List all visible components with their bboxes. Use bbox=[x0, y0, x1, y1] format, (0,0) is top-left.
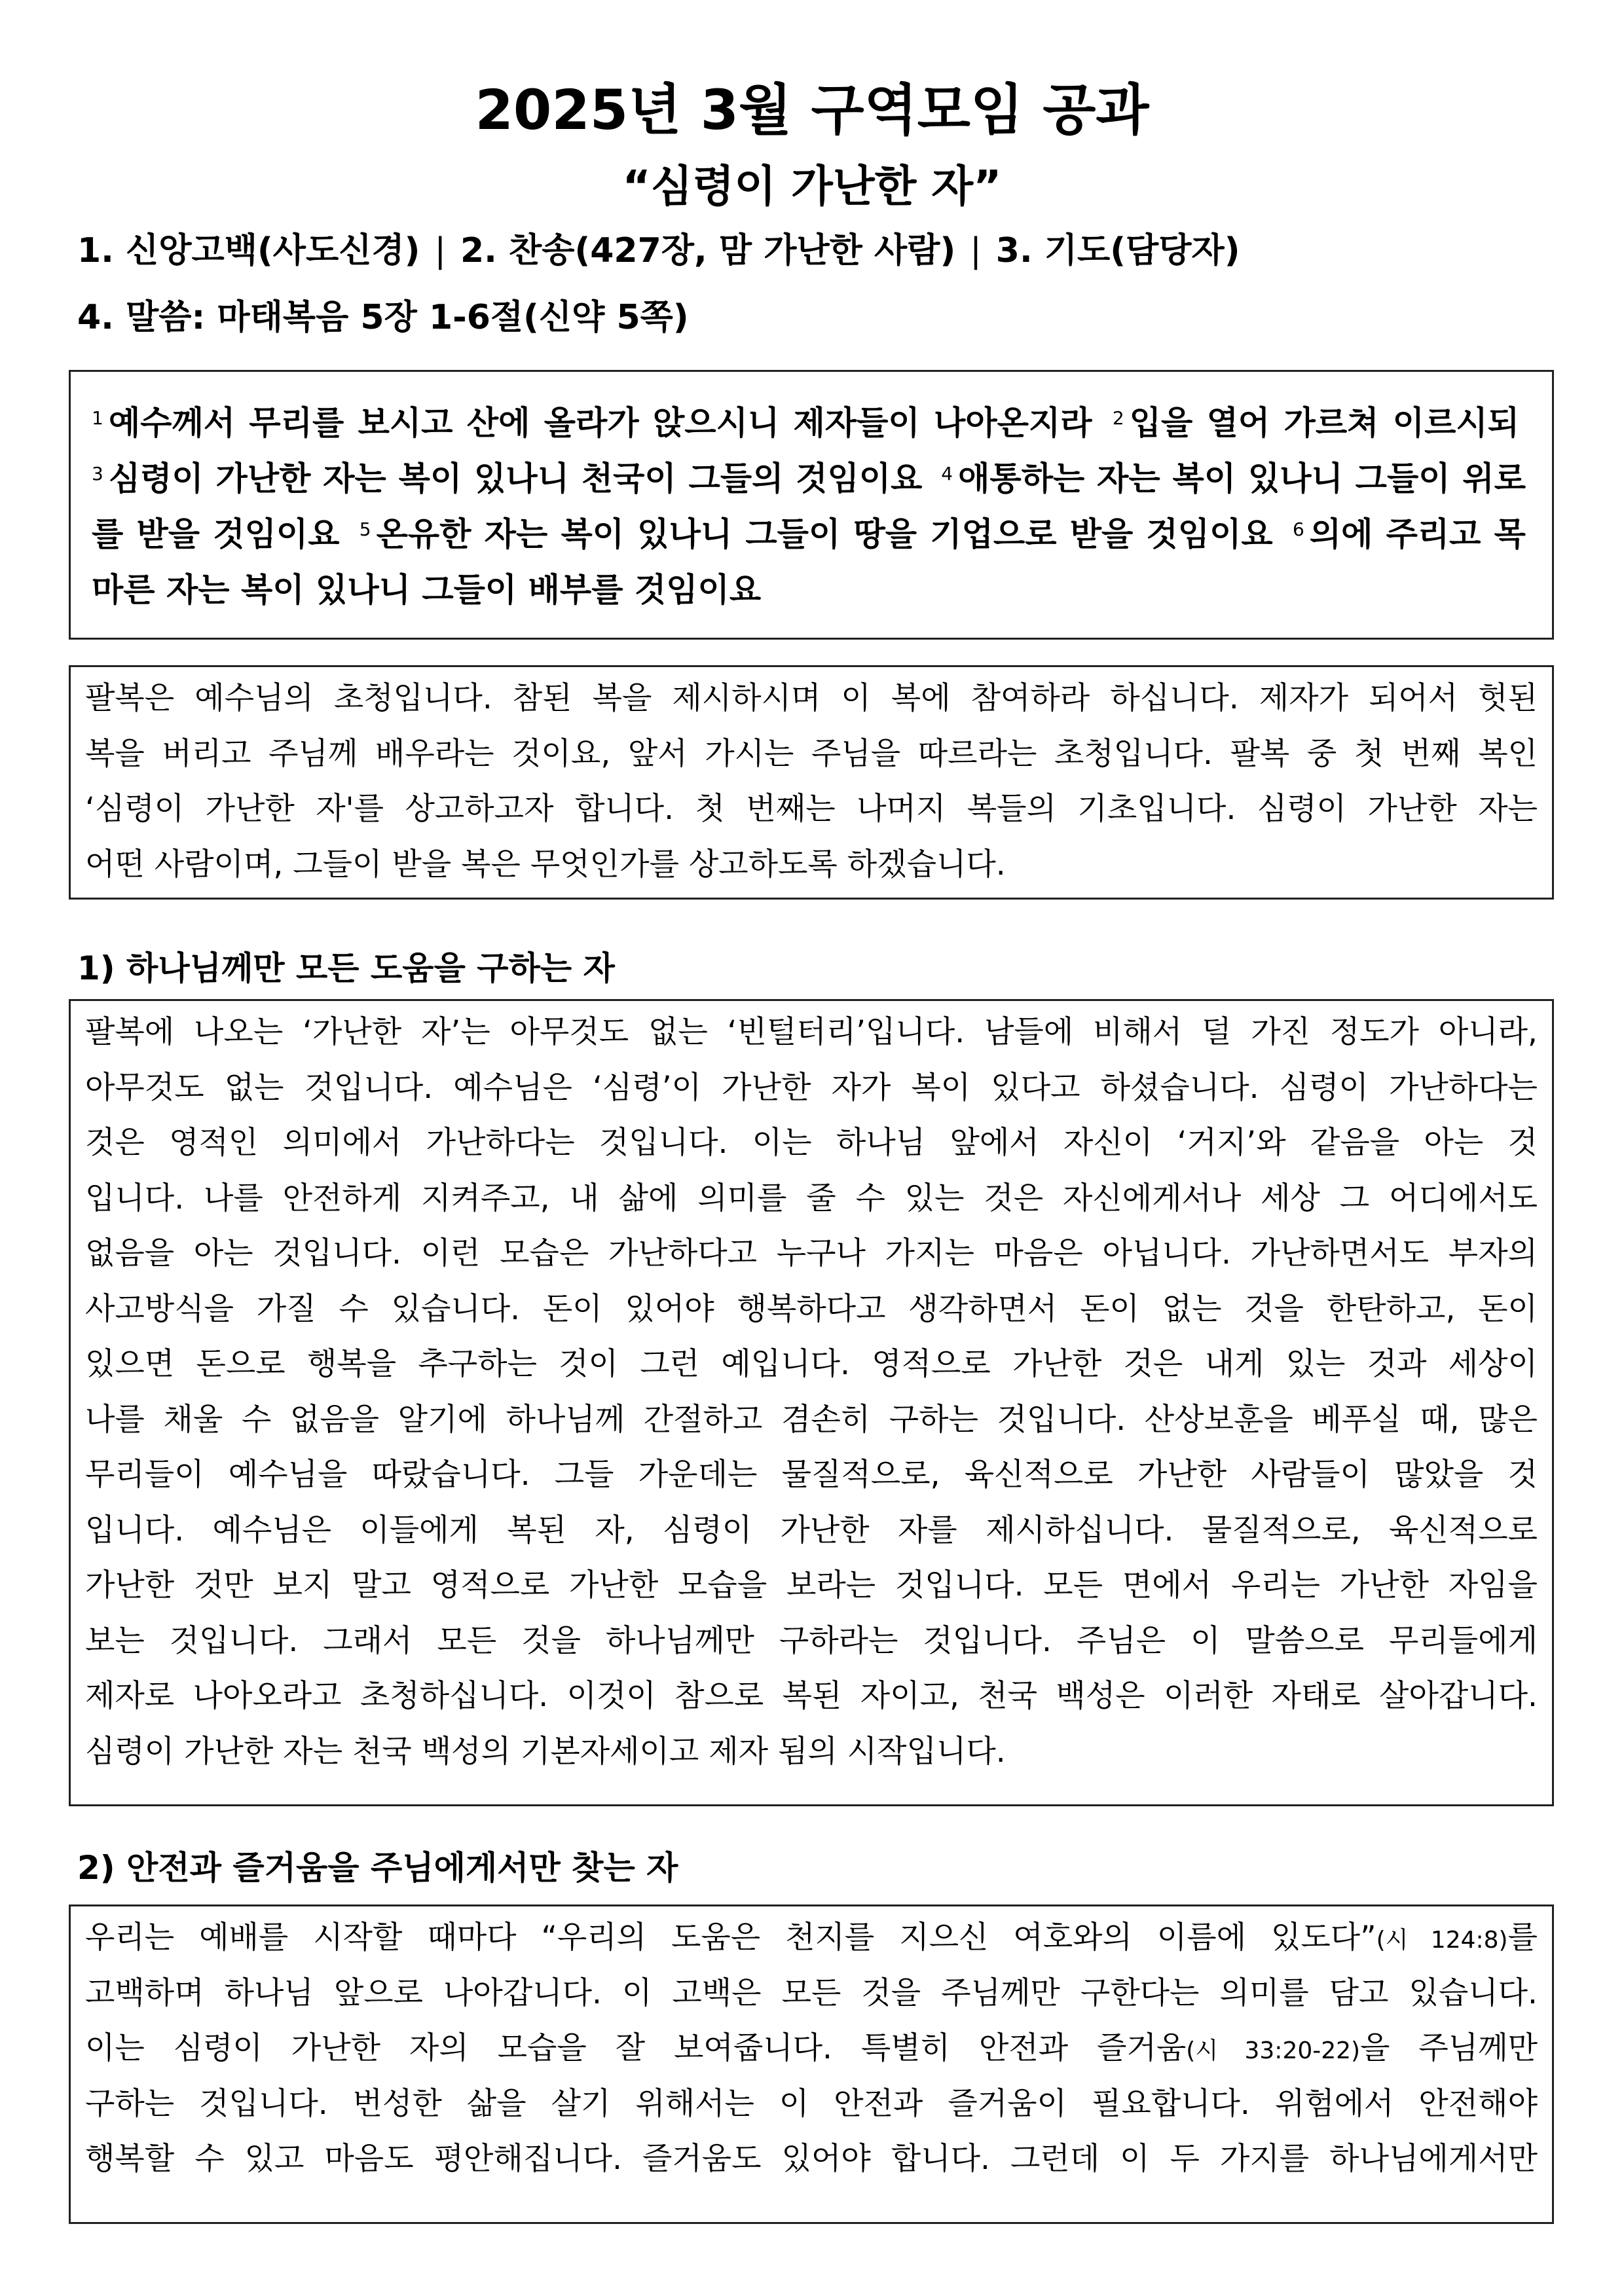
line-text: 복을 버리고 주님께 배우라는 것이요, 앞서 가시는 주님을 따르라는 초청입니다. 팔복 중 첫 번째 복인 bbox=[85, 735, 1538, 772]
line-text: 나를 채울 수 없음을 알기에 하나님께 간절하고 겸손히 구하는 것입니다. 산상보훈을 베푸실 때, 많은 bbox=[85, 1401, 1538, 1438]
page-title: 2025년 3월 구역모임 공과 bbox=[475, 78, 1149, 142]
line-text: 심령이 가난한 자는 천국 백성의 기본자세이고 제자 됨의 시작입니다. bbox=[85, 1733, 1006, 1770]
separator: | bbox=[970, 231, 982, 270]
line-text: 팔복은 예수님의 초청입니다. 참된 복을 제시하시며 이 복에 참여하라 하십니다. 제자가 되어서 헛된 bbox=[85, 680, 1538, 716]
paragraph-line bbox=[85, 1171, 1538, 1227]
line-text: 입니다. 예수님은 이들에게 복된 자, 심령이 가난한 자를 제시하십니다. 물질적으로, 육신적으로 bbox=[85, 1512, 1538, 1548]
line-text: 이는 심령이 가난한 자의 모습을 잘 보여줍니다. 특별히 안전과 즐거움 bbox=[85, 2030, 1187, 2066]
section-1-paragraph-box bbox=[69, 999, 1554, 1806]
paragraph-line bbox=[85, 1337, 1538, 1393]
paragraph-line bbox=[85, 1724, 1538, 1780]
section-1-heading: 1) 하나님께만 모든 도움을 구하는 자 bbox=[77, 949, 615, 987]
section-2-paragraph-box bbox=[69, 1904, 1554, 2224]
paragraph-line bbox=[85, 1614, 1538, 1669]
line-text: 있으면 돈으로 행복을 추구하는 것이 그런 예입니다. 영적으로 가난한 것은 내게 있는 것과 세상이 bbox=[85, 1346, 1538, 1382]
verse bbox=[92, 404, 1092, 442]
line-text: 구하는 것입니다. 번성한 삶을 살기 위해서는 이 안전과 즐거움이 필요합니다. 위험에서 안전해야 bbox=[85, 2085, 1538, 2122]
paragraph-line bbox=[85, 782, 1538, 837]
verse-number: 5 bbox=[359, 519, 371, 540]
scripture-reference: 4. 말씀: 마태복음 5장 1-6절(신약 5쪽) bbox=[77, 298, 689, 337]
bible-citation: (시 33:20-22) bbox=[1186, 2037, 1361, 2064]
line-text: 입니다. 나를 안전하게 지켜주고, 내 삶에 의미를 줄 수 있는 것은 자신에게서나 세상 그 어디에서도 bbox=[85, 1180, 1538, 1216]
paragraph-line bbox=[85, 837, 1538, 893]
paragraph-line bbox=[85, 671, 1538, 727]
line-text: 를 bbox=[1507, 1920, 1538, 1956]
worship-order bbox=[77, 229, 1240, 272]
order-item-creed: 1. 신앙고백(사도신경) bbox=[77, 231, 420, 270]
paragraph-line bbox=[85, 727, 1538, 782]
line-text: 것은 영적인 의미에서 가난하다는 것입니다. 이는 하나님 앞에서 자신이 ‘거지’와 같음을 아는 것 bbox=[85, 1125, 1538, 1161]
paragraph-line bbox=[85, 2021, 1538, 2077]
order-item-hymn: 2. 찬송(427장, 맘 가난한 사람) bbox=[460, 231, 956, 270]
verse-text: 애통하는 자는 복이 있나니 그들이 위로를 받을 것임이요 bbox=[92, 460, 1526, 553]
verse-text: 입을 열어 가르쳐 이르시되 bbox=[1129, 404, 1519, 442]
verse bbox=[92, 460, 922, 498]
paragraph-line bbox=[85, 1910, 1538, 1966]
verse-text: 의에 주리고 목마른 자는 복이 있나니 그들이 배부를 것임이요 bbox=[92, 515, 1526, 609]
paragraph-line bbox=[85, 1966, 1538, 2022]
line-text: 우리는 예배를 시작할 때마다 “우리의 도움은 천지를 지으신 여호와의 이름에 있도다” bbox=[85, 1920, 1376, 1956]
line-text: 보는 것입니다. 그래서 모든 것을 하나님께만 구하라는 것입니다. 주님은 이 말씀으로 무리들에게 bbox=[85, 1622, 1538, 1659]
line-text: 사고방식을 가질 수 있습니다. 돈이 있어야 행복하다고 생각하면서 돈이 없는 것을 한탄하고, 돈이 bbox=[85, 1290, 1538, 1327]
line-text: 없음을 아는 것입니다. 이런 모습은 가난하다고 누구나 가지는 마음은 아닙니다. 가난하면서도 부자의 bbox=[85, 1235, 1538, 1271]
paragraph-line bbox=[85, 1448, 1538, 1503]
line-text: 행복할 수 있고 마음도 평안해집니다. 즐거움도 있어야 합니다. 그런데 이 두 가지를 하나님에게서만 bbox=[85, 2141, 1538, 2177]
paragraph-line bbox=[85, 1061, 1538, 1116]
verse-text: 심령이 가난한 자는 복이 있나니 천국이 그들의 것임이요 bbox=[108, 460, 923, 498]
verse-number: 3 bbox=[92, 463, 103, 484]
line-text: 팔복에 나오는 ‘가난한 자’는 아무것도 없는 ‘빈털터리’입니다. 남들에 비해서 덜 가진 정도가 아니라, bbox=[85, 1014, 1538, 1050]
bible-citation: (시 124:8) bbox=[1376, 1927, 1508, 1954]
paragraph-line bbox=[85, 1116, 1538, 1171]
intro-paragraph-box bbox=[69, 665, 1554, 900]
paragraph-line bbox=[85, 1393, 1538, 1448]
separator: | bbox=[434, 231, 446, 270]
paragraph-line bbox=[85, 1669, 1538, 1724]
verse-number: 4 bbox=[941, 463, 953, 484]
verse-number: 6 bbox=[1292, 519, 1304, 540]
line-text: 을 주님께만 bbox=[1360, 2030, 1538, 2066]
paragraph-line bbox=[85, 2077, 1538, 2132]
paragraph-line bbox=[85, 1503, 1538, 1559]
verse bbox=[1113, 404, 1519, 442]
lesson-subtitle: “심령이 가난한 자” bbox=[622, 161, 1002, 211]
paragraph-line bbox=[85, 1282, 1538, 1338]
verse bbox=[360, 515, 1273, 553]
verse-text: 온유한 자는 복이 있나니 그들이 땅을 기업으로 받을 것임이요 bbox=[376, 515, 1273, 553]
line-text: 고백하며 하나님 앞으로 나아갑니다. 이 고백은 모든 것을 주님께만 구한다는 의미를 담고 있습니다. bbox=[85, 1975, 1538, 2011]
verse-text: 예수께서 무리를 보시고 산에 올라가 앉으시니 제자들이 나아온지라 bbox=[108, 404, 1092, 442]
line-text: 아무것도 없는 것입니다. 예수님은 ‘심령’이 가난한 자가 복이 있다고 하셨습니다. 심령이 가난하다는 bbox=[85, 1069, 1538, 1106]
paragraph-line bbox=[85, 1005, 1538, 1061]
line-text: 어떤 사람이며, 그들이 받을 복은 무엇인가를 상고하도록 하겠습니다. bbox=[85, 846, 1006, 883]
paragraph-line bbox=[85, 1226, 1538, 1282]
section-2-heading: 2) 안전과 즐거움을 주님에게서만 찾는 자 bbox=[77, 1849, 678, 1887]
paragraph-line bbox=[85, 1558, 1538, 1614]
scripture-text-box bbox=[69, 370, 1554, 640]
line-text: 무리들이 예수님을 따랐습니다. 그들 가운데는 물질적으로, 육신적으로 가난한 사람들이 많았을 것 bbox=[85, 1457, 1538, 1493]
line-text: 가난한 것만 보지 말고 영적으로 가난한 모습을 보라는 것입니다. 모든 면에서 우리는 가난한 자임을 bbox=[85, 1567, 1538, 1603]
line-text: ‘심령이 가난한 자'를 상고하고자 합니다. 첫 번째는 나머지 복들의 기초입니다. 심령이 가난한 자는 bbox=[85, 791, 1538, 827]
verse-number: 2 bbox=[1112, 407, 1124, 429]
verse-number: 1 bbox=[92, 407, 103, 429]
line-text: 제자로 나아오라고 초청하십니다. 이것이 참으로 복된 자이고, 천국 백성은 이러한 자태로 살아갑니다. bbox=[85, 1678, 1538, 1714]
paragraph-line bbox=[85, 2132, 1538, 2187]
order-item-prayer: 3. 기도(담당자) bbox=[995, 231, 1240, 270]
